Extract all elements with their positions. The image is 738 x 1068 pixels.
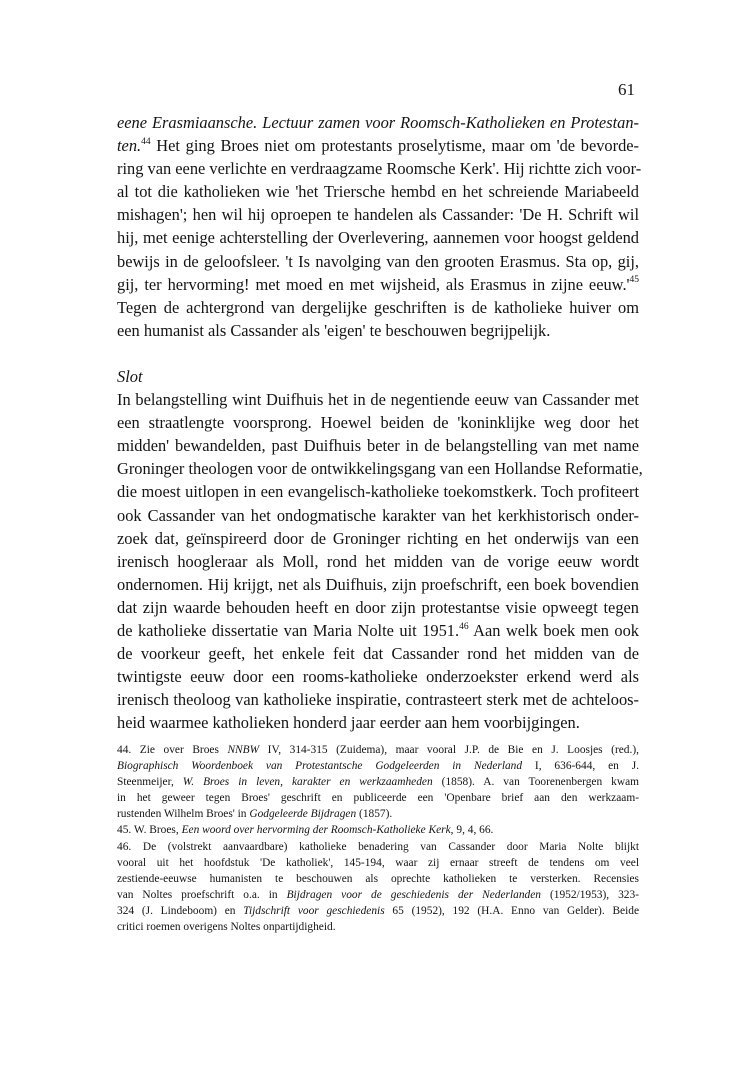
text-line: heid waarmee katholieken honderd jaar eerder aan hem voorbijgingen. bbox=[117, 713, 580, 733]
text-line: mishagen'; hen wil hij oproepen te handelen als Cassander: 'De H. Schrift wil bbox=[117, 205, 639, 225]
footnote-line: critici roemen overigens Noltes onpartijdigheid. bbox=[117, 921, 336, 934]
text-line: een humanist als Cassander als 'eigen' te beschouwen begrijpelijk. bbox=[117, 320, 551, 340]
main-text bbox=[117, 111, 643, 734]
text-line: al tot die katholieken wie 'het Triersche hembd en het schreiende Mariabeeld bbox=[117, 182, 639, 202]
text-line: bewijs in de geloofsleer. 't Is navolging van den grooten Erasmus. Sta op, gij, bbox=[117, 251, 639, 271]
text-line bbox=[117, 273, 639, 296]
footnote-line bbox=[117, 887, 639, 903]
footnote-44 bbox=[117, 742, 639, 822]
text-line: dat zijn waarde behouden heeft en door zijn protestantse visie opweegt tegen bbox=[117, 597, 639, 617]
footnote-ref-44: 44 bbox=[141, 136, 151, 147]
text-run: 324 (J. Lindeboom) en bbox=[117, 904, 244, 917]
text-line: twintigste eeuw door een rooms-katholieke onderzoekster erkend werd als bbox=[117, 667, 639, 687]
text-run: Het ging Broes niet om protestants proselytisme, maar om 'de bevorde- bbox=[150, 136, 639, 156]
text-run: Aan welk boek men ook bbox=[468, 620, 639, 640]
footnote-line bbox=[117, 758, 639, 774]
footnotes bbox=[117, 742, 639, 935]
text-run: rustenden Wilhelm Broes' in bbox=[117, 808, 250, 821]
text-line bbox=[117, 111, 639, 134]
text-line: ring van eene verlichte en verdraagzame Roomsche Kerk'. Hij richtte zich voor- bbox=[117, 159, 642, 179]
italic-text: Bijdragen voor de geschiedenis der Nederlanden bbox=[286, 888, 541, 901]
italic-text: eene Erasmiaansche. Lectuur zamen voor Roomsch-Katholieken en Protestan- bbox=[117, 113, 639, 132]
text-line: midden' bewandelden, past Duifhuis beter in de belangstelling van met name bbox=[117, 436, 639, 456]
page-number: 61 bbox=[618, 80, 635, 99]
footnote-ref-45: 45 bbox=[629, 275, 639, 286]
footnote-line bbox=[117, 774, 639, 790]
footnote-line bbox=[117, 822, 639, 838]
footnote-line bbox=[117, 806, 639, 822]
text-line: irenisch theoloog van katholieke inspiratie, contrasteert sterk met de achteloos- bbox=[117, 690, 639, 710]
italic-text: ten. bbox=[117, 136, 142, 156]
footnote-line: in het geweer tegen Broes' geschrift en publiceerde een 'Openbare brief aan den werkzaam- bbox=[117, 792, 639, 805]
text-run: 45. W. Broes, bbox=[117, 824, 182, 837]
section-heading: Slot bbox=[117, 366, 143, 386]
text-run: gij, ter hervorming! met moed en met wijsheid, als Erasmus in zijne eeuw.' bbox=[117, 274, 630, 294]
paragraph-1 bbox=[117, 111, 642, 342]
text-line: hij, met eenige achterstelling der Overlevering, aannemen voor hoogst geldend bbox=[117, 228, 639, 248]
text-line: ook Cassander van het ondogmatische karakter van het kerkhistorisch onder- bbox=[117, 505, 639, 525]
footnote-line: 46. De (volstrekt aanvaardbare) katholieke benadering van Cassander door Maria Nolte blijkt bbox=[117, 840, 639, 853]
text-line: ondernomen. Hij krijgt, net als Duifhuis, zijn proefschrift, een boek bovendien bbox=[117, 574, 639, 594]
text-line: de voorkeur geeft, het enkele feit dat Cassander rond het midden van de bbox=[117, 644, 639, 664]
italic-text: W. Broes in leven, karakter en werkzaamheden bbox=[182, 776, 433, 789]
text-run: van Noltes proefschrift o.a. in bbox=[117, 888, 287, 901]
text-line: irenisch hoogleraar als Moll, rond het midden van de vorige eeuw wordt bbox=[117, 551, 639, 571]
paragraph-2 bbox=[117, 388, 643, 734]
text-run: , 9, 4, 66. bbox=[450, 824, 494, 837]
footnote-line: zestiende-eeuwse humanisten te beschouwen als oprechte katholieken te versterken. Recensies bbox=[117, 872, 639, 885]
text-line: Groninger theologen voor de ontwikkelingsgang van een Hollandse Reformatie, bbox=[117, 459, 643, 479]
footnote-46 bbox=[117, 839, 639, 936]
text-line bbox=[117, 134, 639, 157]
text-line: Tegen de achtergrond van dergelijke geschriften is de katholieke huiver om bbox=[117, 297, 639, 317]
text-line bbox=[117, 619, 639, 642]
footnote-line: vooral uit het hoofdstuk 'De katholiek', 145-194, waar zij ernaar streeft de tendens om veel bbox=[117, 856, 639, 869]
italic-text: NNBW bbox=[227, 744, 260, 756]
text-line: In belangstelling wint Duifhuis het in de negentiende eeuw van Cassander met bbox=[117, 390, 639, 410]
text-run: IV, 314-315 (Zuidema), maar vooral J.P. de Bie en J. Loosjes (red.), bbox=[259, 744, 639, 756]
text-run: I, 636-644, en J. bbox=[522, 760, 639, 773]
italic-text: Godgeleerde Bijdragen bbox=[249, 808, 357, 821]
text-run: (1857). bbox=[356, 808, 393, 821]
text-run: 65 (1952), 192 (H.A. Enno van Gelder). Beide bbox=[384, 904, 640, 917]
text-line: een straatlengte voorsprong. Hoewel beiden de 'koninklijke weg door het bbox=[117, 413, 639, 433]
text-run: (1952/1953), 323- bbox=[540, 888, 639, 901]
italic-text: Biographisch Woordenboek van Protestantsche Godgeleerden in Nederland bbox=[117, 760, 523, 773]
text-line: zoek dat, geïnspireerd door de Groninger richting en het onderwijs van een bbox=[117, 528, 639, 548]
text-run: de katholieke dissertatie van Maria Nolte uit 1951. bbox=[117, 620, 460, 640]
italic-text: Een woord over hervorming der Roomsch-Katholieke Kerk bbox=[181, 824, 451, 837]
footnote-line bbox=[117, 742, 639, 758]
text-run: 44. Zie over Broes bbox=[117, 744, 228, 756]
footnote-45 bbox=[117, 822, 639, 838]
footnote-line bbox=[117, 903, 639, 919]
text-run: Steenmeijer, bbox=[117, 776, 183, 789]
footnote-ref-46: 46 bbox=[459, 621, 469, 632]
text-line: die moest uitlopen in een evangelisch-katholieke toekomstkerk. Toch profiteert bbox=[117, 482, 639, 502]
text-run: (1858). A. van Toorenenbergen kwam bbox=[432, 776, 640, 789]
italic-text: Tijdschrift voor geschiedenis bbox=[243, 904, 385, 917]
